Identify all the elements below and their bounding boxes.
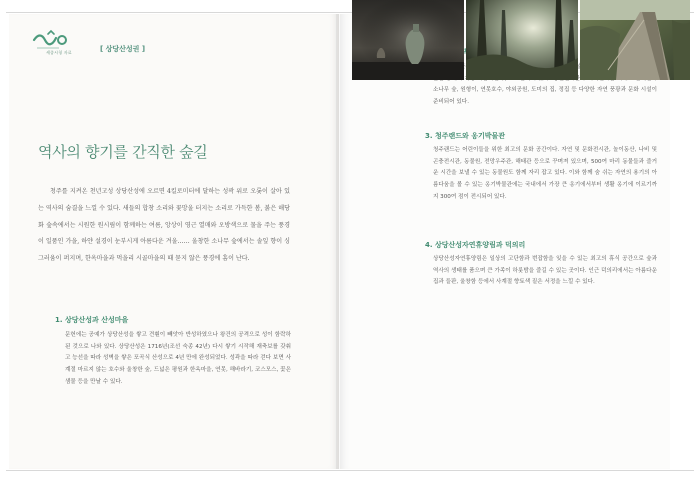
section-3-body: 청주랜드는 어린이들을 위한 최고의 문화 공간이다. 자연 및 문화전시관, 놀이동산, 나비 및 곤충전시관, 동물원, 전망우주관, 해태관 등으로 꾸며져 있으며, 500여 마리 동물들과 즐거운 시간을 보낼 수 있는 동물원도 함께 자리 잡고 있다. 이와 함께 숨 쉬는 자연의 용기의 아름다움을 볼 수 있는 옹기박물관에는 국내에서 가장 큰 옹기에서부터 생활 옹기에 이르기까지 300여 점이 전시되어 있다. xyxy=(433,147,657,200)
page-headline: 역사의 향기를 간직한 숲길 xyxy=(38,143,208,161)
fortress-wall-photo xyxy=(580,0,690,80)
section-1-title: 1. 상당산성과 산성마을 xyxy=(55,316,129,324)
logo-caption: 세종시청 자료 xyxy=(46,50,72,55)
forest-light-photo xyxy=(466,0,578,80)
section-3-title: 3. 청주랜드와 옹기박물관 xyxy=(425,132,506,140)
section-2-body: 소나무 숲, 원형이, 연못호수, 야외공원, 도미의 집, 정집 등 다양한 자연 풍광과 문화 시설이 준비되어 있다. xyxy=(433,87,657,106)
section-4-title: 4. 상당산성자연휴양림과 덕의리 xyxy=(425,241,526,249)
intro-paragraph xyxy=(38,184,290,268)
section-4-body: 상당산성자연휴양림은 일상의 고단함과 번잡함을 잊을 수 있는 최고의 휴식 공간으로 숲과 역사의 생태를 품으며 큰 가족이 하룻밤을 즐길 수 있는 곳이다. 인근 덕의리에서는 아름다운 집과 들판, 울창함 등에서 사계절 향토색 짙은 서정을 느낄 수 있다. xyxy=(433,256,657,286)
intro-text: 청주를 지켜온 천년고성 상당산성에 오르면 4킬로미터에 달하는 성곽 위로 오롯이 살아 있는 역사의 숨결을 느낄 수 있다. 새들의 합창 소리와 꽃망울 터지는 소리로 가득한 봄, 붉은 해당화 숲속에서는 시원한 원시림이 함께하는 여름, 앙상이 영근 열매와 오방색으로 물을 주는 풍경이 일품인 가을, 하얀 설경이 눈부시게 아름다운 겨울…… 울창한 소나무 숲에서는 솔잎 향이 싱그러움이 퍼지며, 한옥마을과 먹을리 시골마을의 때 묻지 않은 풍경에 흠이 난다. xyxy=(38,188,290,263)
section-tag: [ 상당산성권 ] xyxy=(100,45,146,53)
section-1-body: 문헌에는 공예가 상당산성을 쌓고 견훤이 빼앗아 반성하였으나 왕건의 공격으로 성이 함락하된 것으로 나와 있다. 상당산성은 1716년(조선 숙종 42년) 다시 쌓기 시작해 재축보를 갖춰고 능선을 따라 성벽을 쌓은 포곡식 산성으로 4년 만에 완성되었다. 성곽을 따라 걷다 보면 사계절 마르지 않는 호수와 울창한 숲, 드넓은 평원과 한옥마을, 연못, 해바라기, 코스모스, 꽃은 샘물 등을 만날 수 있다. xyxy=(65,332,291,385)
bottom-edge xyxy=(6,470,694,471)
museum-vase-photo xyxy=(352,0,464,80)
